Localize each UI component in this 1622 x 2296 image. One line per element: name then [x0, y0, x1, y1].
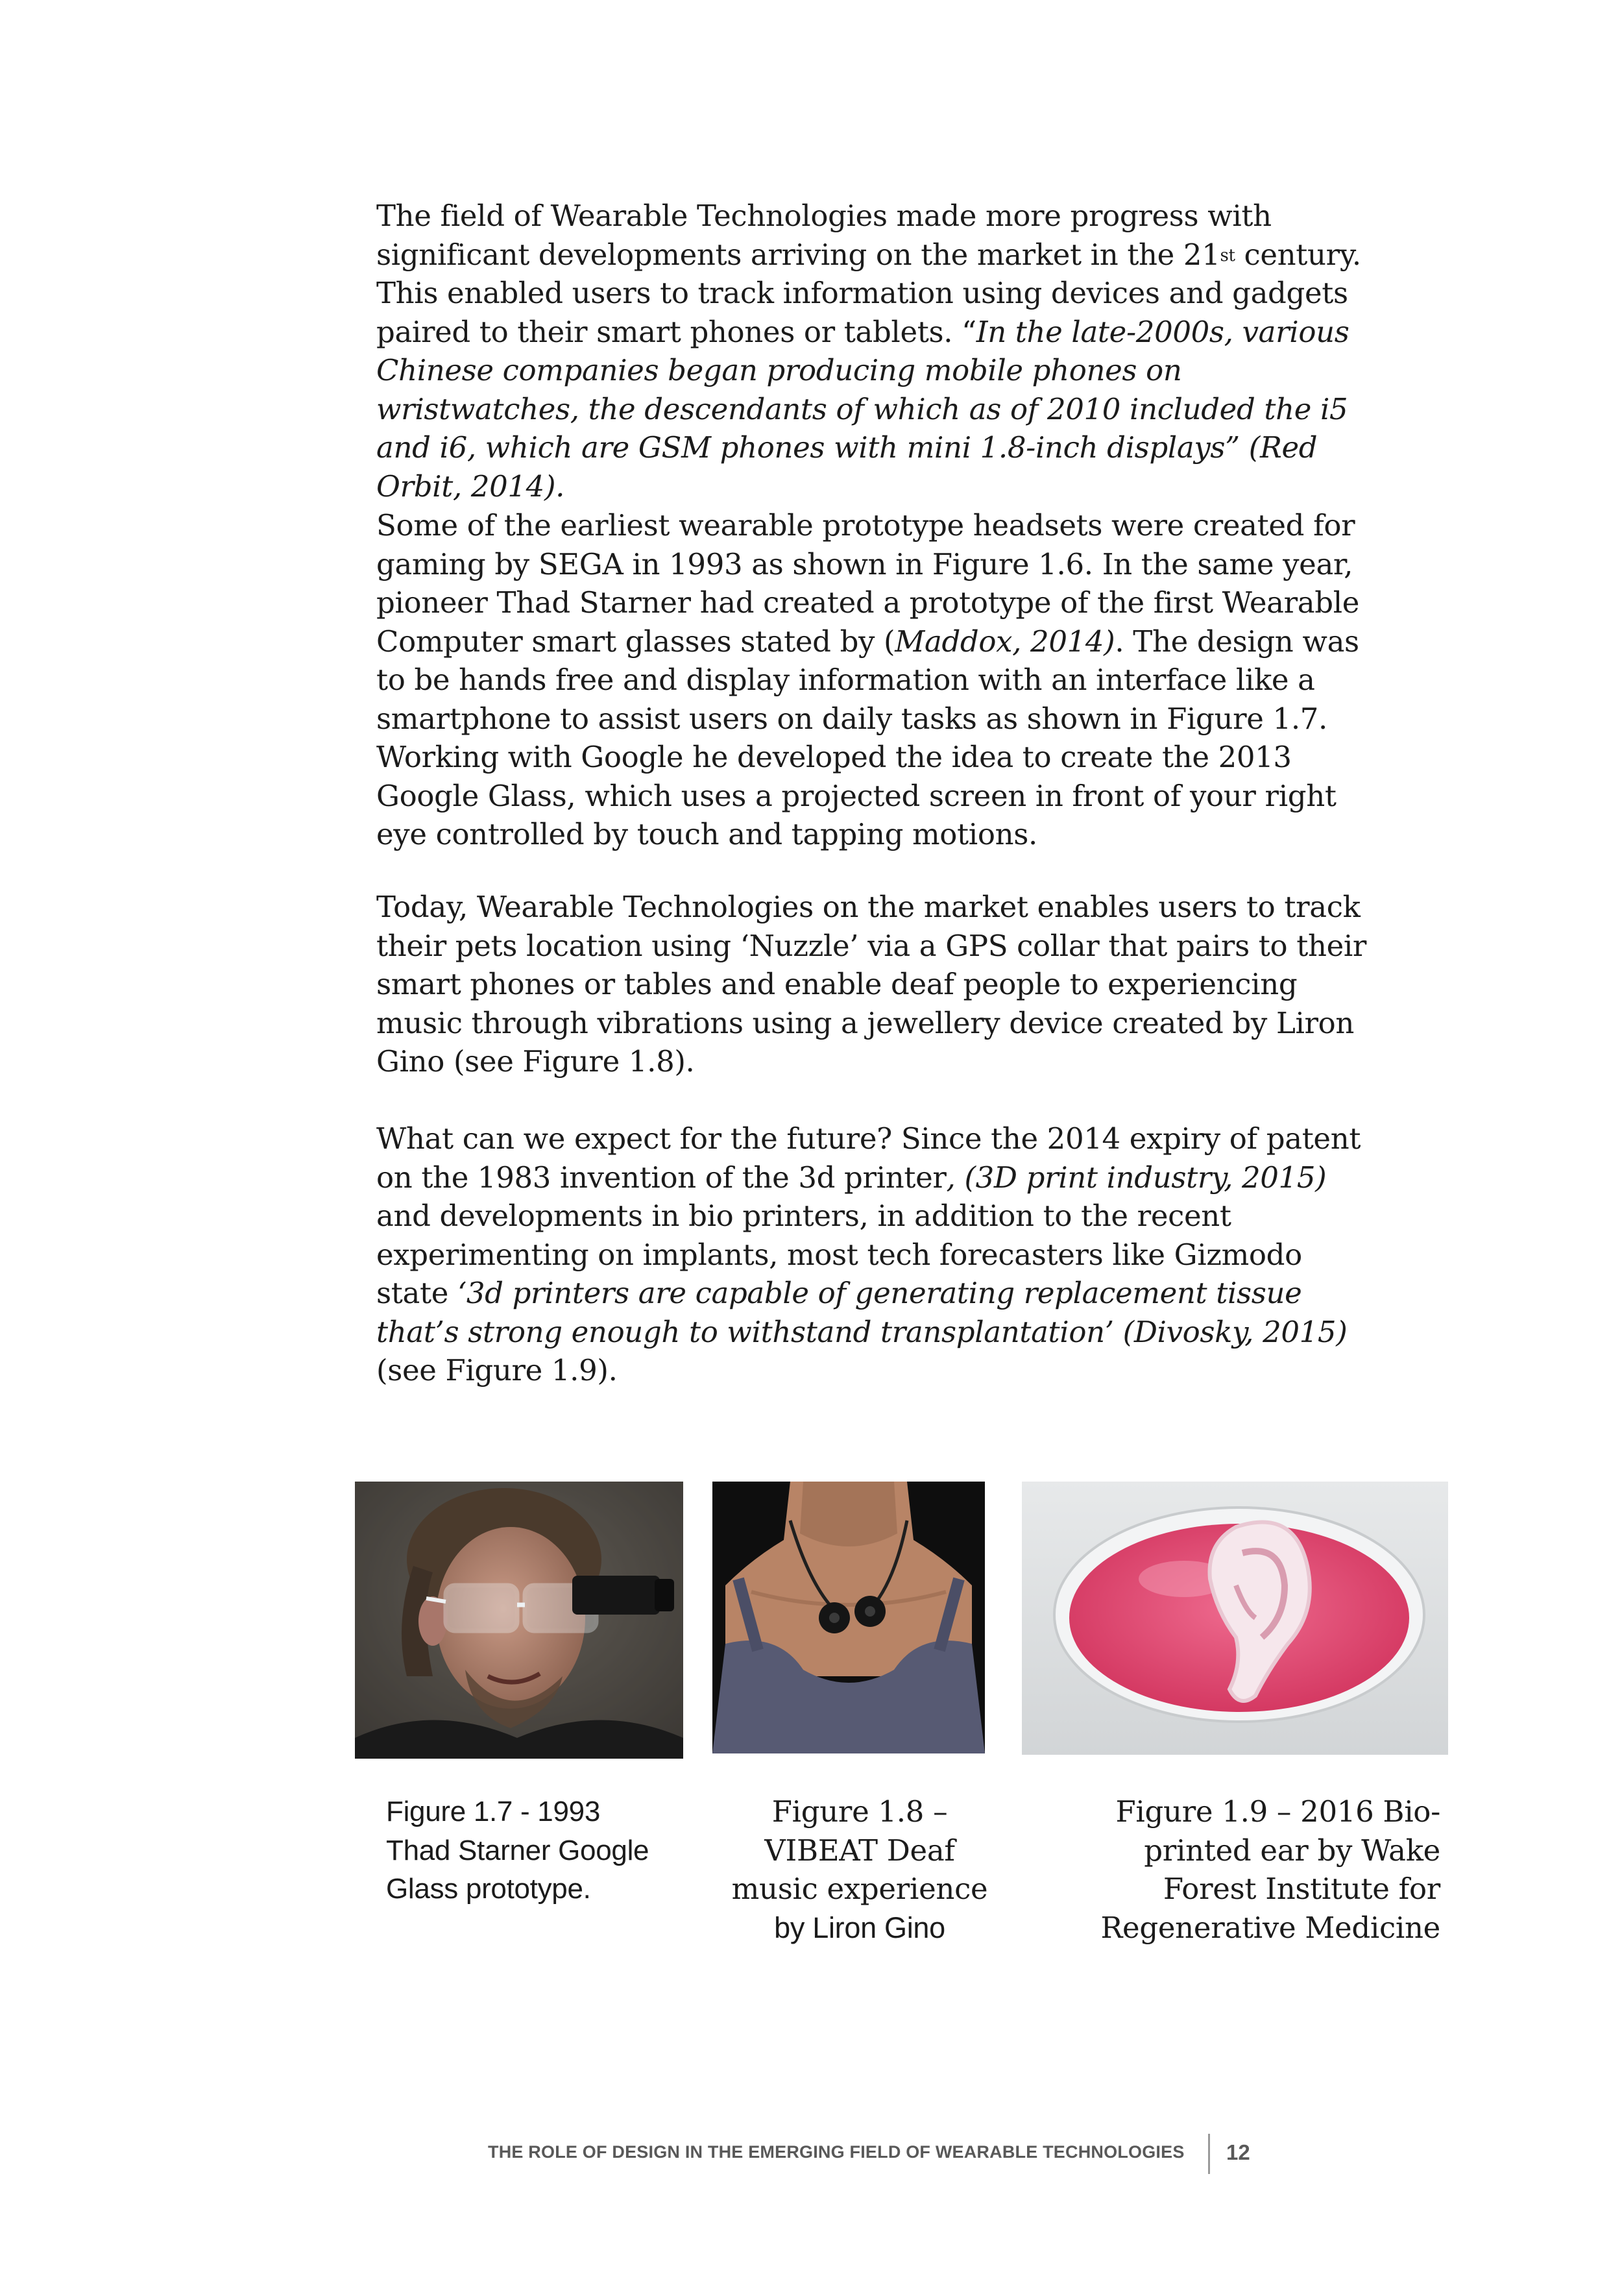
figure-1-7-image: [355, 1482, 683, 1759]
figure-1-9-image: [1022, 1482, 1448, 1755]
figure-1-7-caption: Figure 1.7 - 1993 Thad Starner Google Glass prototype.: [386, 1796, 649, 1905]
paragraph-21st-century-progress: The field of Wearable Technologies made more progress with significant developments arriving on the market in the 21st century. This enabled users to track information using devices and gadgets paired to their smart phones or tablets. “In the late-2000s, various Chinese companies began producing mobile phones on wristwatches, the descendants of which as of 2010 included the i5 and i6, which are GSM phones with mini 1.8-inch displays” (Red Orbit, 2014).: [376, 199, 1361, 504]
paragraph-today-wearables: Today, Wearable Technologies on the market enables users to track their pets location using ‘Nuzzle’ via a GPS collar that pairs to their smart phones or tables and enable deaf people to experiencing music through vibrations using a jewellery device created by Liron Gino (see Figure 1.8).: [376, 890, 1367, 1079]
footer-document-title: THE ROLE OF DESIGN IN THE EMERGING FIELD OF WEARABLE TECHNOLOGIES: [488, 2142, 1185, 2162]
bioprinted-ear-photo: [1022, 1482, 1448, 1755]
figure-1-8-caption: Figure 1.8 – VIBEAT Deaf music experience by Liron Gino: [731, 1794, 988, 1944]
vibeat-necklace-photo: [712, 1482, 985, 1753]
page-number: 12: [1226, 2140, 1250, 2164]
figure-1-9-caption: Figure 1.9 – 2016 Bio- printed ear by Wake Forest Institute for Regenerative Medicine: [1100, 1794, 1440, 1945]
footer-divider: [1208, 2134, 1210, 2174]
paragraph-future-expectations: What can we expect for the future? Since the 2014 expiry of patent on the 1983 invention of the 3d printer, (3D print industry, 2015) and developments in bio printers, in addition to the recent experimenting on implants, most tech forecasters like Gizmodo state ‘3d printers are capable of generating replacement tissue that’s strong enough to withstand transplantation’ (Divosky, 2015) (see Figure 1.9).: [376, 1121, 1361, 1387]
thad-starner-photo: [355, 1482, 683, 1759]
paragraph-early-headsets: Some of the earliest wearable prototype headsets were created for gaming by SEGA in 1993 as shown in Figure 1.6. In the same year, pioneer Thad Starner had created a prototype of the first Wearable Computer smart glasses stated by (Maddox, 2014). The design was to be hands free and display information with an interface like a smartphone to assist users on daily tasks as shown in Figure 1.7. Working with Google he developed the idea to create the 2013 Google Glass, which uses a projected screen in front of your right eye controlled by touch and tapping motions.: [376, 508, 1360, 851]
figure-1-8-image: [712, 1482, 985, 1753]
